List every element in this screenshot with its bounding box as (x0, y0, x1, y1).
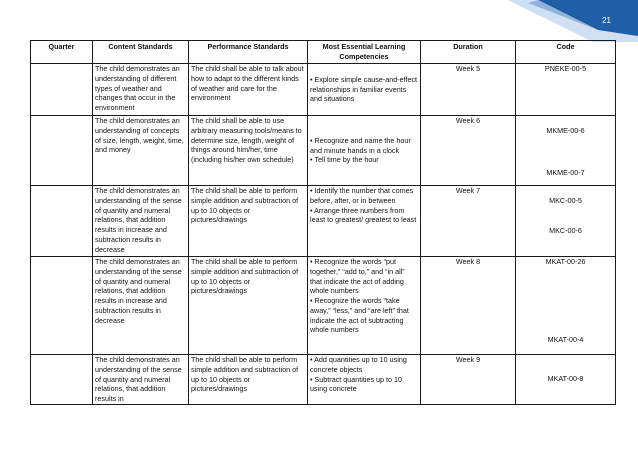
code-cell (516, 64, 616, 116)
quarter-cell (31, 257, 93, 355)
melc-cell (308, 116, 421, 186)
page-number: 21 (602, 16, 611, 25)
melc-item: • Recognize and name the hour and minute hands in a clock (310, 135, 411, 155)
code-cell (516, 116, 616, 186)
melc-item: • Recognize the words “take away,” “less,” and “are left” that indicate the act of subtracting whole numbers (310, 296, 409, 335)
duration-cell: Week 6 (421, 116, 516, 186)
header-content-standards: Content Standards (93, 41, 189, 64)
code-item: MKAT-00-8 (547, 374, 584, 383)
curriculum-table (30, 40, 616, 405)
table-row (31, 257, 616, 355)
header-code: Code (516, 41, 616, 64)
duration-cell: Week 5 (421, 64, 516, 116)
melc-item: • Add quantities up to 10 using concrete objects (310, 355, 407, 374)
duration-cell: Week 8 (421, 257, 516, 355)
code-item: MKME-00-6 (546, 126, 585, 135)
corner-decoration (498, 0, 638, 42)
melc-cell (308, 186, 421, 257)
melc-item: • Explore simple cause-and-effect relationships in familiar events and situations (310, 74, 418, 104)
content-standard-cell: The child demonstrates an understanding of the sense of quantity and numeral relations, that addition results in increase and subtraction results in decrease (93, 257, 189, 355)
header-melc: Most Essential Learning Competencies (308, 41, 421, 64)
melc-item: • Recognize the words “put together,” “add to,” and “in all” that indicate the act of adding whole numbers (310, 257, 405, 296)
performance-standard-cell: The child shall be able to perform simple addition and subtraction of up to 10 objects or pictures/drawings (189, 355, 308, 405)
quarter-cell (31, 186, 93, 257)
code-item: MKC-00-5 (549, 196, 582, 205)
content-standard-cell: The child demonstrates an understanding of different types of weather and changes that occur in the environment (93, 64, 189, 116)
quarter-cell (31, 64, 93, 116)
code-cell (516, 355, 616, 405)
performance-standard-cell: The child shall be able to talk about how to adapt to the different kinds of weather and care for the environment (189, 64, 308, 116)
code-item: MKAT-00-26 (545, 257, 586, 266)
header-quarter: Quarter (31, 41, 93, 64)
melc-item: • Subtract quantities up to 10 using concrete (310, 374, 403, 394)
performance-standard-cell: The child shall be able to use arbitrary measuring tools/means to determine size, length, weight of things around him/her, time (including his/her own schedule) (189, 116, 308, 186)
code-item: MKAT-00-4 (547, 334, 584, 344)
code-item: PNEKE-00-5 (544, 64, 587, 73)
performance-standard-cell: The child shall be able to perform simple addition and subtraction of up to 10 objects or pictures/drawings (189, 186, 308, 257)
table-row (31, 64, 616, 116)
header-duration: Duration (421, 41, 516, 64)
table-header-row (31, 41, 616, 64)
content-standard-cell: The child demonstrates an understanding of the sense of quantity and numeral relations, that addition results in increase and subtraction results in decrease (93, 186, 189, 257)
melc-item: • Tell time by the hour (310, 155, 379, 165)
melc-cell (308, 257, 421, 355)
table-row (31, 186, 616, 257)
melc-item: • Arrange three numbers from least to greatest/ greatest to least (310, 205, 417, 225)
performance-standard-cell: The child shall be able to perform simple addition and subtraction of up to 10 objects or pictures/drawings (189, 257, 308, 355)
duration-cell: Week 9 (421, 355, 516, 405)
code-item: MKME-00-7 (546, 167, 585, 177)
table-row (31, 355, 616, 405)
code-item: MKC-00-6 (549, 225, 582, 235)
melc-cell (308, 355, 421, 405)
melc-item: • Identify the number that comes before, after, or in between (310, 186, 414, 205)
melc-cell (308, 64, 421, 116)
quarter-cell (31, 355, 93, 405)
quarter-cell (31, 116, 93, 186)
table-row (31, 116, 616, 186)
content-standard-cell: The child demonstrates an understanding of the sense of quantity and numeral relations, that addition results in (93, 355, 189, 405)
content-standard-cell: The child demonstrates an understanding of concepts of size, length, weight, time, and money (93, 116, 189, 186)
duration-cell: Week 7 (421, 186, 516, 257)
header-performance-standards: Performance Standards (189, 41, 308, 64)
code-cell (516, 186, 616, 257)
code-cell (516, 257, 616, 355)
